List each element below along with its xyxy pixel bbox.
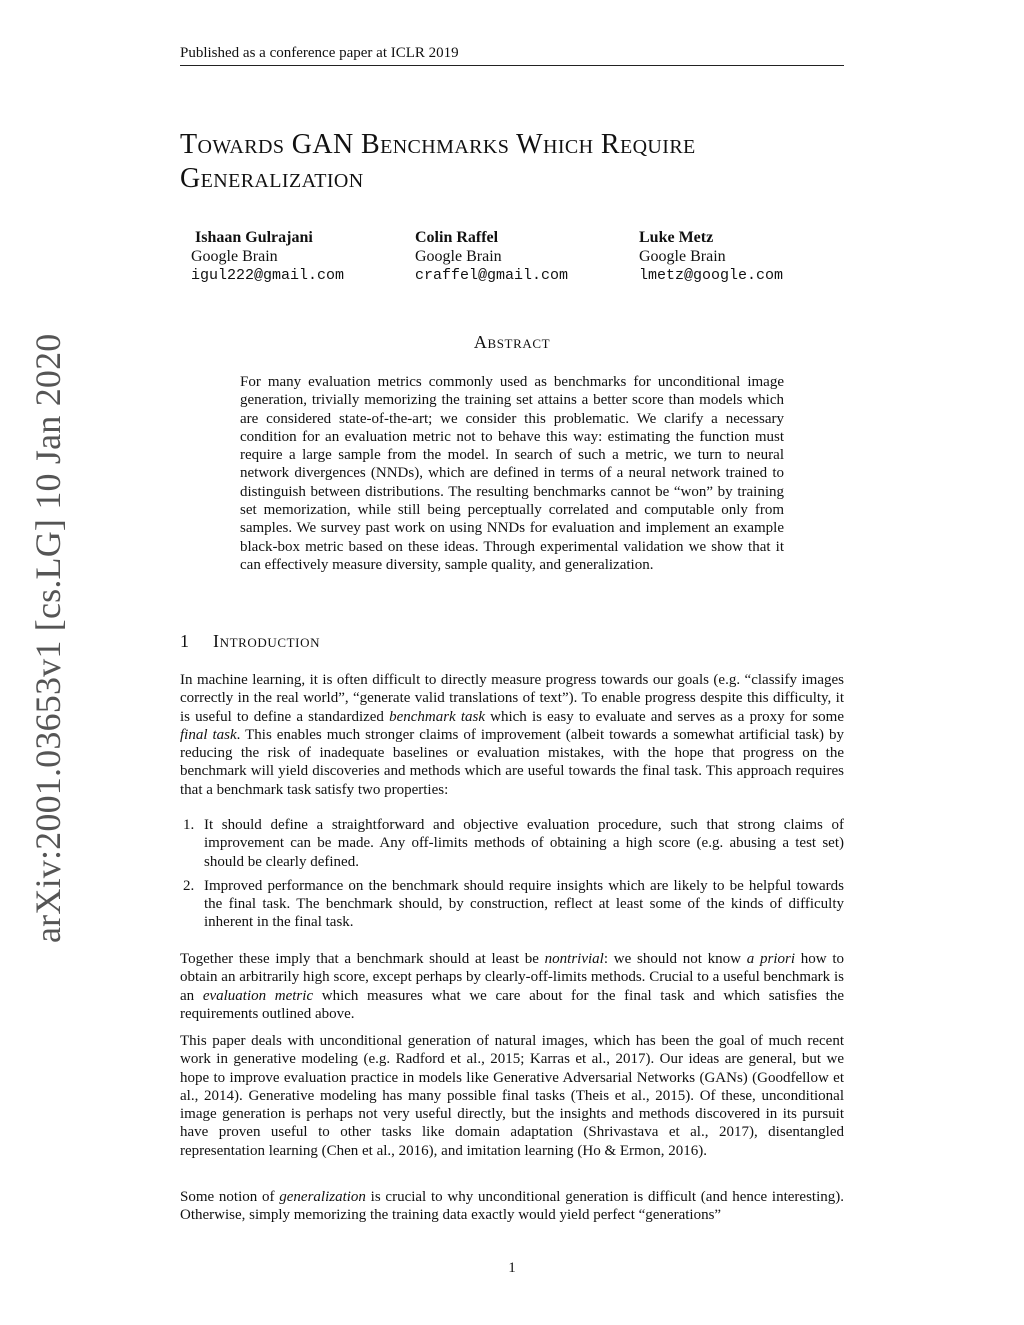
author-block [415,228,568,285]
author-name: Luke Metz [639,229,714,246]
list-item-text: It should define a straightforward and objective evaluation procedure, such that strong claims of improvement can be made. Any off-limits methods of obtaining a high score (e.g. abusing a test set) should be clearly defined. [204,817,844,870]
generalization-paragraph [180,1188,844,1225]
list-marker: 2. [183,877,195,894]
text-run: which is easy to evaluate and serves as a proxy for some [485,708,844,725]
emphasis-text: nontrivial [544,951,604,967]
text-run: is crucial to why unconditional generation is difficult (and hence interesting). Otherwise, simply memorizing the training data exactly would yield perfect “generations” [180,1189,844,1224]
section-number: 1 [180,631,189,651]
abstract-text: For many evaluation metrics commonly used as benchmarks for unconditional image generation, trivially memorizing the training set attains a better score than models which are considered state-of-the-art; we consider this problematic. We clarify a necessary condition for an evaluation metric not to behave this way: estimating the function must require a large sample from the model. In search of such a metric, we turn to neural network divergences (NNDs), which are defined in terms of a neural network trained to distinguish between distributions. The resulting benchmarks cannot be “won” by training set memorization, while still being perceptually correlated and computable only from samples. We survey past work on using NNDs for evaluation and implement an example black-box metric based on these ideas. Through experimental validation we show that it can effectively measure diversity, sample quality, and generalization. [240,374,784,573]
author-email: igul222@gmail.com [191,267,345,284]
benchmark-paragraph [180,950,844,1023]
list-item-text: Improved performance on the benchmark should require insights which are likely to be helpful towards the final task. The benchmark should, by construction, reflect at least some of the kinds of difficulty inherent in the final task. [204,877,844,931]
scope-paragraph [180,1032,844,1160]
paragraph-text: This paper deals with unconditional generation of natural images, which has been the goal of much recent work in generative modeling (e.g. Radford et al., 2015; Karras et al., 2017). Our ideas are general, but we hope to improve evaluation practice in models like Generative Adversarial Networks (GANs) (Goodfellow et al., 2014). Generative modeling has many possible final tasks (Theis et al., 2015). Of these, unconditional image generation is perhaps not very useful directly, but the insights and methods discovered in its pursuit have proven useful to other tasks like domain adaptation (Shrivastava et al., 2017), disentangled representation learning (Chen et al., 2016), and imitation learning (Ho & Ermon, 2016). [180,1033,844,1159]
running-head: Published as a conference paper at ICLR 2019 [180,44,844,66]
paper-title: Towards GAN Benchmarks Which Require Generalization [180,129,696,194]
emphasis-text: evaluation metric [202,987,314,1004]
author-block [191,228,344,285]
list-marker: 1. [183,817,195,833]
author-affiliation: Google Brain [639,248,726,265]
list-item [180,877,844,932]
emphasis-text: benchmark task [389,708,486,725]
text-run: how to obtain an arbitrarily high score, except perhaps by clearly-off-limits methods. Crucial to a useful benchmark is an [180,951,844,1004]
text-run: which measures what we care about for the final task and which satisfies the requirements outlined above. [180,987,845,1022]
emphasis-text: final task [180,726,237,743]
page-number: 1 [508,1260,516,1276]
arxiv-stamp: arXiv:2001.03653v1 [cs.LG] 10 Jan 2020 [28,333,68,943]
text-run: . This enables much stronger claims of improvement (albeit towards a somewhat artificial task) by reducing the risk of inadequate baselines or evaluation mistakes, with the hope that progress on the benchmark will yield discoveries and methods which are useful towards the final task. This approach requires that a benchmark task satisfy two properties: [180,726,844,798]
author-email: lmetz@google.com [639,267,784,284]
text-run: Together these imply that a benchmark should at least be [180,951,545,967]
text-run: : we should not know [603,951,747,967]
author-name: Ishaan Gulrajani [195,229,313,246]
intro-paragraph [180,671,844,799]
text-run: Some notion of [180,1189,280,1205]
emphasis-text: a priori [746,951,795,967]
author-affiliation: Google Brain [191,248,278,265]
emphasis-text: generalization [279,1189,366,1205]
section-heading [180,630,844,652]
section-title: Introduction [213,631,321,651]
author-block [639,228,783,285]
requirements-list [180,816,844,938]
list-item [180,816,844,871]
author-email: craffel@gmail.com [415,267,569,284]
author-name: Colin Raffel [415,229,499,246]
abstract-heading: Abstract [473,332,551,352]
text-run: In machine learning, it is often difficult to directly measure progress towards our goals (e.g. “classify images correctly in the real world”, “generate valid translations of text”). To enable progress despite this difficulty, it is useful to define a standardized [180,672,844,725]
author-affiliation: Google Brain [415,248,502,265]
